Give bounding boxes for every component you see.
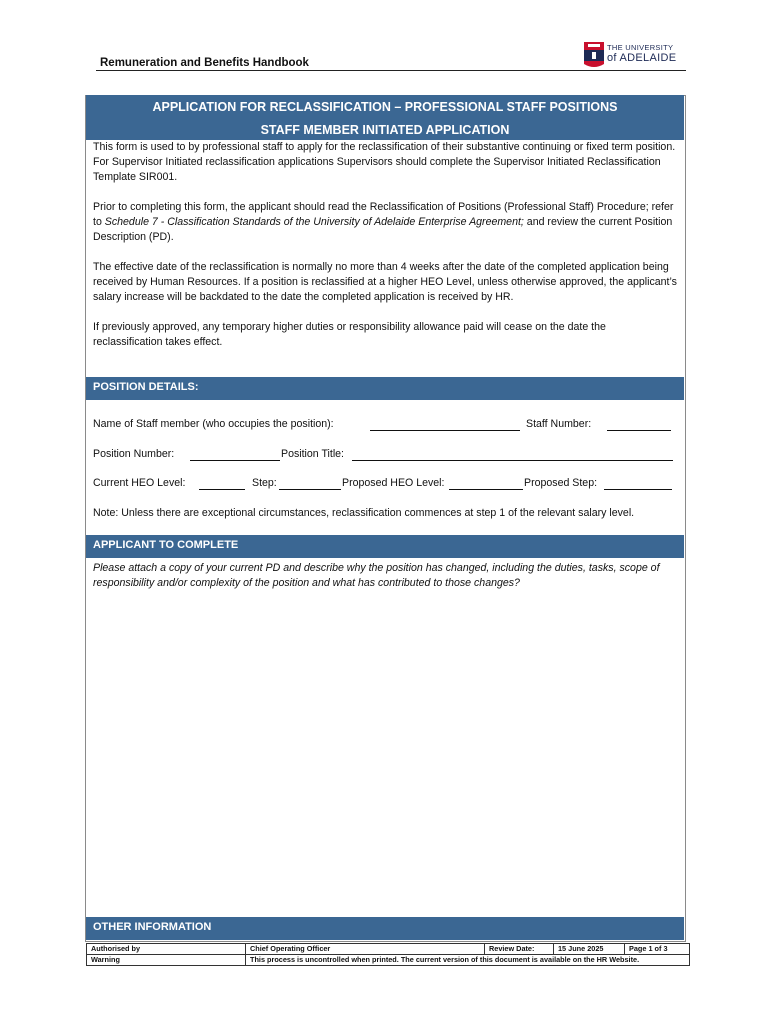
footer-row-warning (87, 955, 690, 966)
salary-note: Note: Unless there are exceptional circumstances, reclassification commences at step 1 of the relevant salary level. (93, 507, 635, 519)
staff-number-field[interactable] (607, 418, 671, 431)
position-title-field[interactable] (352, 448, 673, 461)
staff-name-label: Name of Staff member (who occupies the position): (93, 418, 334, 430)
header-divider (96, 70, 686, 71)
heo-row (93, 477, 678, 489)
intro-section (93, 140, 678, 350)
logo-line-2: of ADELAIDE (607, 52, 677, 64)
authorised-value: Chief Operating Officer (246, 944, 485, 955)
intro-paragraph-1: This form is used to by professional staff to apply for the reclassification of their substantive continuing or fixed term position. (93, 141, 676, 153)
proposed-step-field[interactable] (604, 477, 672, 490)
current-heo-label: Current HEO Level: (93, 477, 186, 489)
form-title: APPLICATION FOR RECLASSIFICATION – PROFESSIONAL STAFF POSITIONS (152, 100, 618, 114)
document-footer (86, 943, 690, 966)
warning-text: This process is uncontrolled when printed. The current version of this document is available on the HR Website. (246, 955, 690, 966)
university-logo (584, 42, 677, 68)
logo-line-1: THE UNIVERSITY (607, 43, 674, 52)
handbook-title: Remuneration and Benefits Handbook (100, 57, 309, 69)
page-number: Page 1 of 3 (625, 944, 690, 955)
form-subtitle: STAFF MEMBER INITIATED APPLICATION (260, 123, 510, 137)
intro-p3-start: Prior to completing this form, the applicant should read the Reclassification of Positions (Professional Staff) Procedure; refer to (93, 201, 674, 228)
position-number-label: Position Number: (93, 448, 175, 460)
form-title-band (86, 95, 684, 140)
intro-p3-end: and review the current Position Description (PD). (93, 216, 673, 243)
position-details-band (86, 377, 684, 400)
review-date-label: Review Date: (485, 944, 554, 955)
warning-label: Warning (87, 955, 246, 966)
other-information-heading: OTHER INFORMATION (93, 921, 212, 933)
position-title-label: Position Title: (281, 448, 345, 460)
position-number-field[interactable] (190, 448, 280, 461)
proposed-step-label: Proposed Step: (524, 477, 598, 489)
staff-name-row (93, 418, 678, 430)
footer-row-authorised (87, 944, 690, 955)
review-date-value: 15 June 2025 (554, 944, 625, 955)
schedule-7-reference: Schedule 7 - Classification Standards of the University of Adelaide Enterprise Agreement; (104, 216, 524, 228)
applicant-instruction: Please attach a copy of your current PD and describe why the position has changed, including the duties, tasks, scope of responsibility and/or complexity of the position and what has contributed to those changes? (93, 562, 660, 589)
applicant-band (86, 535, 684, 558)
staff-number-label: Staff Number: (526, 418, 592, 430)
current-heo-field[interactable] (199, 477, 245, 490)
step-label: Step: (252, 477, 277, 489)
step-field[interactable] (279, 477, 341, 490)
position-row (93, 448, 678, 460)
university-crest-icon (584, 42, 604, 68)
intro-paragraph-3 (93, 200, 678, 245)
intro-paragraph-4: The effective date of the reclassification is normally no more than 4 weeks after the date of the completed application being received by Human Resources. If a position is reclassified at a higher HEO Level, unless otherwise approved, the applicant’s salary increase will be backdated to the date the completed application is received by HR. (93, 261, 677, 303)
position-details-heading: POSITION DETAILS: (93, 381, 199, 393)
applicant-response-area[interactable] (90, 596, 680, 914)
staff-name-field[interactable] (370, 418, 520, 431)
other-information-band (86, 917, 684, 940)
applicant-heading: APPLICANT TO COMPLETE (93, 539, 239, 551)
authorised-label: Authorised by (87, 944, 246, 955)
intro-paragraph-2: For Supervisor Initiated reclassification applications Supervisors should complete the Supervisor Initiated Reclassification Template SIR001. (93, 156, 661, 183)
proposed-heo-field[interactable] (449, 477, 523, 490)
intro-paragraph-5: If previously approved, any temporary higher duties or responsibility allowance paid will cease on the date the reclassification takes effect. (93, 321, 606, 348)
proposed-heo-label: Proposed HEO Level: (342, 477, 445, 489)
